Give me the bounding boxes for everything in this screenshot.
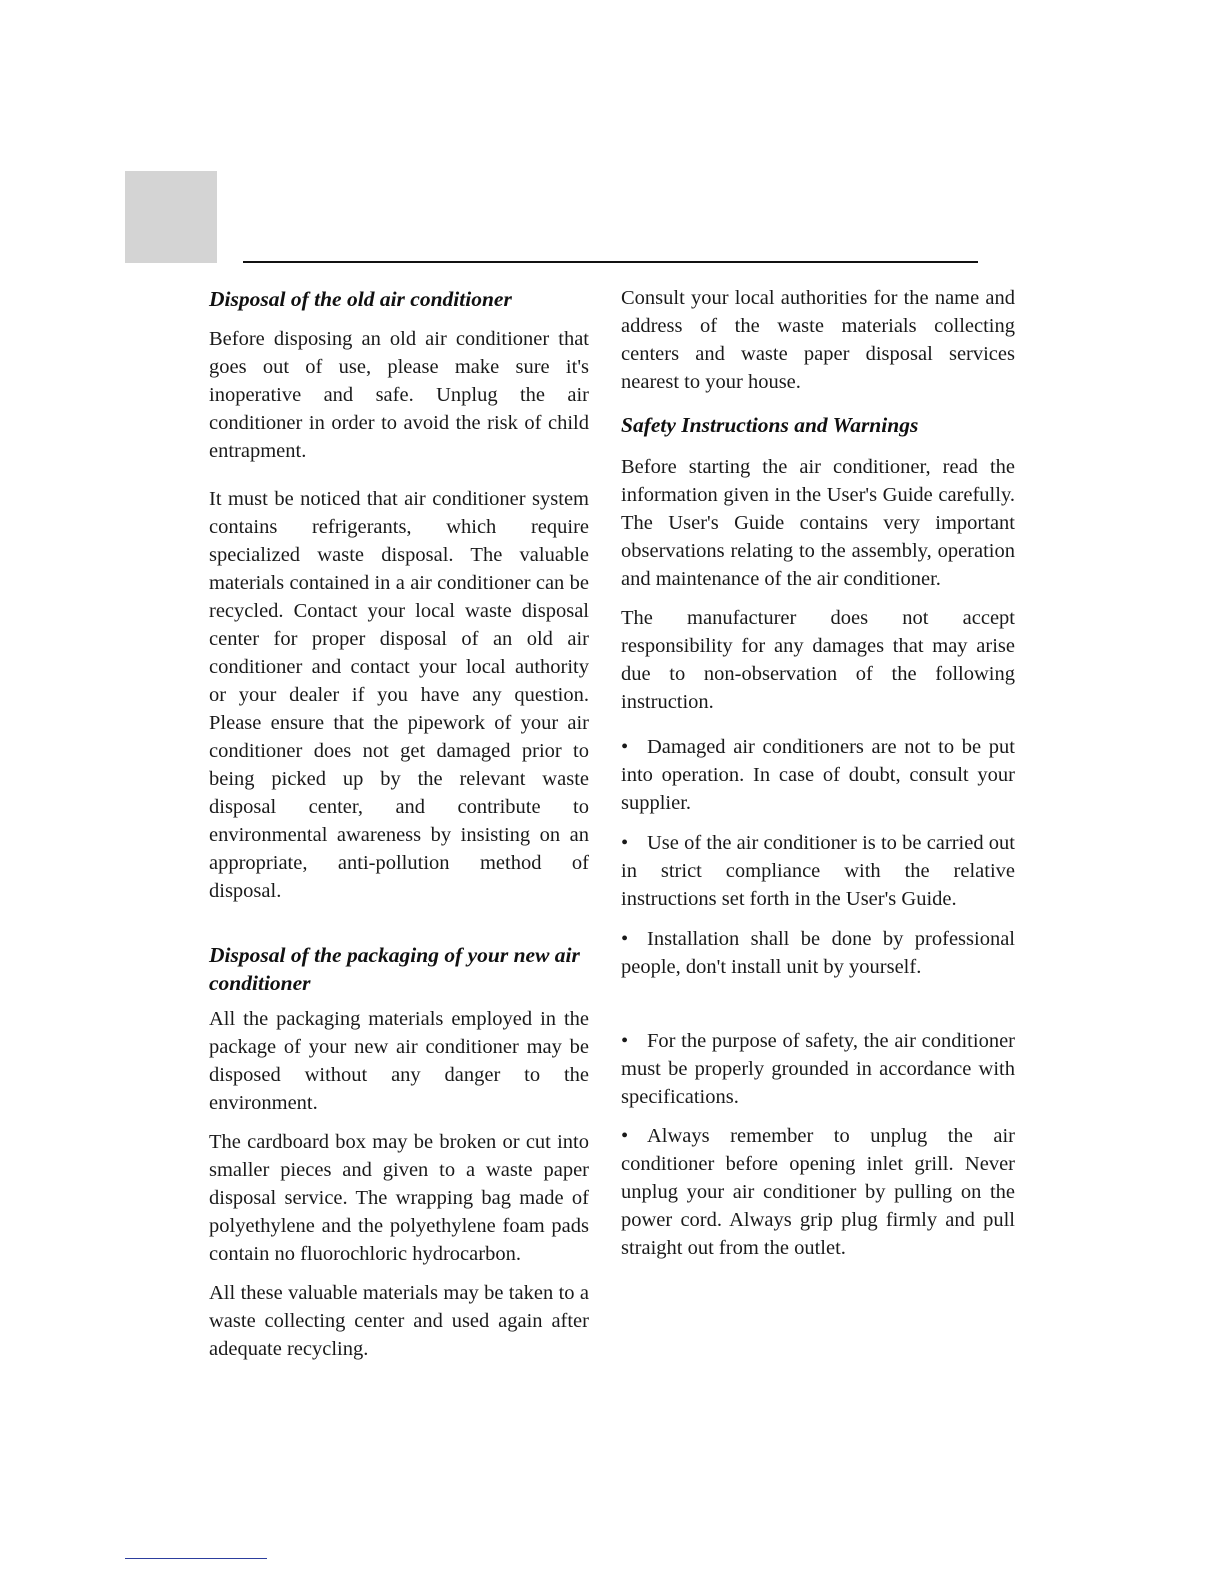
paragraph-disposal-intro: Before disposing an old air conditioner that goes out of use, please make sure it's inoperative and safe. Unplug the air conditioner in order to avoid the risk of child entrapment. bbox=[209, 328, 589, 462]
heading-safety: Safety Instructions and Warnings bbox=[621, 413, 919, 437]
paragraph-local-authorities: Consult your local authorities for the name and address of the waste materials collecting centers and waste paper disposal services nearest to your house. bbox=[621, 287, 1015, 393]
bullet-item bbox=[621, 1027, 1015, 1111]
bullet-icon: • bbox=[621, 928, 629, 950]
bullet-text: Installation shall be done by professional people, don't install unit by yourself. bbox=[621, 928, 1015, 978]
paragraph-refrigerants: It must be noticed that air conditioner system contains refrigerants, which require specialized waste disposal. The valuable materials contained in a air conditioner can be recycled. Contact your local waste disposal center for proper disposal of an old air conditioner and contact your local authority or your dealer if you have any question. Please ensure that the pipework of your air conditioner does not get damaged prior to being picked up by the relevant waste disposal center, and contribute to environmental awareness by insisting on an appropriate, anti-pollution method of disposal. bbox=[209, 488, 589, 902]
bullet-icon: • bbox=[621, 1125, 629, 1147]
bullet-item bbox=[621, 1122, 1015, 1262]
bullet-item bbox=[621, 829, 1015, 913]
paragraph-recycling: All these valuable materials may be taken to a waste collecting center and used again after adequate recycling. bbox=[209, 1282, 589, 1360]
section-marker-block bbox=[125, 171, 217, 263]
bullet-text: For the purpose of safety, the air conditioner must be properly grounded in accordance with specifications. bbox=[621, 1030, 1015, 1108]
header-rule bbox=[243, 261, 978, 263]
paragraph-packaging-materials: All the packaging materials employed in the package of your new air conditioner may be disposed without any danger to the environment. bbox=[209, 1008, 589, 1114]
bullet-item bbox=[621, 925, 1015, 981]
left-column bbox=[209, 284, 589, 1363]
bullet-text: Always remember to unplug the air conditioner before opening inlet grill. Never unplug your air conditioner by pulling on the power cord. Always grip plug firmly and pull straight out from the outlet. bbox=[621, 1125, 1015, 1259]
bullet-icon: • bbox=[621, 1030, 629, 1052]
bullet-item bbox=[621, 733, 1015, 817]
heading-disposal-packaging: Disposal of the packaging of your new air conditioner bbox=[209, 943, 580, 995]
bullet-icon: • bbox=[621, 832, 629, 854]
paragraph-cardboard: The cardboard box may be broken or cut into smaller pieces and given to a waste paper disposal service. The wrapping bag made of polyethylene and the polyethylene foam pads contain no fluorochloric hydrocarbon. bbox=[209, 1131, 589, 1265]
bullet-text: Damaged air conditioners are not to be put into operation. In case of doubt, consult your supplier. bbox=[621, 736, 1015, 814]
footer-rule bbox=[125, 1558, 267, 1559]
right-column bbox=[621, 284, 1015, 1262]
bullet-text: Use of the air conditioner is to be carried out in strict compliance with the relative instructions set forth in the User's Guide. bbox=[621, 832, 1015, 910]
heading-disposal-old: Disposal of the old air conditioner bbox=[209, 287, 512, 311]
paragraph-manufacturer: The manufacturer does not accept responsibility for any damages that may arise due to non-observation of the following instruction. bbox=[621, 607, 1015, 713]
bullet-icon: • bbox=[621, 736, 629, 758]
paragraph-read-guide: Before starting the air conditioner, read the information given in the User's Guide carefully. The User's Guide contains very important observations relating to the assembly, operation and maintenance of the air conditioner. bbox=[621, 456, 1015, 590]
